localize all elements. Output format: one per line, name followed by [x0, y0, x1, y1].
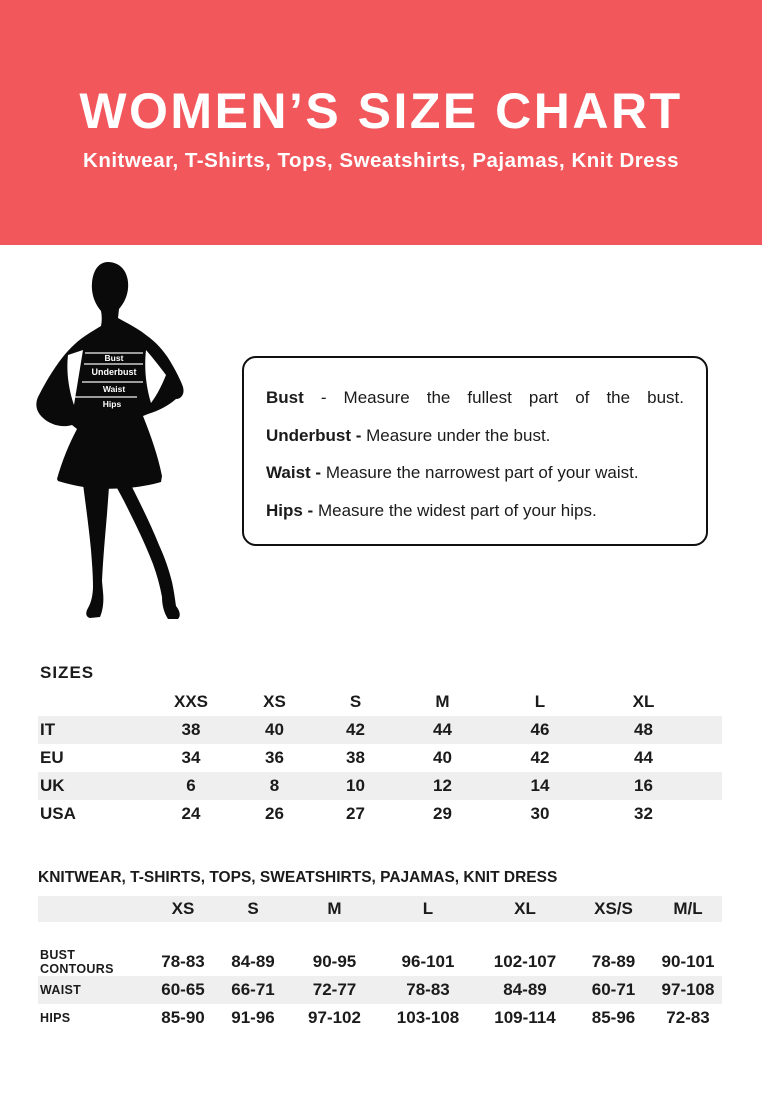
size-value: 42 — [530, 748, 550, 767]
range-value: 84-89 — [503, 980, 547, 999]
size-column-header: XS/S — [594, 899, 633, 918]
size-value: 26 — [265, 804, 284, 823]
size-value: 6 — [186, 776, 196, 795]
size-value: 36 — [265, 748, 284, 767]
sizes-table — [38, 688, 722, 828]
table-row — [38, 976, 722, 1004]
size-value: 30 — [530, 804, 550, 823]
measurement-label: HIPS — [40, 1011, 71, 1025]
range-value: 78-83 — [161, 952, 205, 971]
size-value: 14 — [530, 776, 550, 795]
guide-term: Waist - — [266, 463, 322, 482]
size-value: 44 — [634, 748, 653, 767]
range-value: 97-108 — [661, 980, 715, 999]
range-value: 60-71 — [591, 980, 636, 999]
table-row — [38, 716, 722, 744]
page-subtitle: Knitwear, T-Shirts, Tops, Sweatshirts, Pajamas, Knit Dress — [83, 149, 679, 172]
table-row — [38, 800, 722, 828]
guide-text: Measure under the bust. — [361, 425, 551, 445]
range-value: 109-114 — [494, 1008, 556, 1027]
garment-table — [38, 896, 722, 1032]
range-value: 90-101 — [661, 952, 715, 971]
range-value: 72-77 — [312, 980, 357, 999]
region-label: UK — [40, 776, 65, 795]
sizes-header-row — [38, 688, 722, 716]
size-value: 34 — [181, 748, 201, 767]
waist-label: Waist — [102, 384, 126, 394]
size-value: 29 — [433, 804, 452, 823]
underbust-label: Underbust — [91, 367, 137, 377]
page-title: WOMEN’S SIZE CHART — [79, 83, 683, 139]
table-row — [38, 772, 722, 800]
size-value: 46 — [530, 720, 550, 739]
guide-text: Measure the narrowest part of your waist. — [321, 463, 639, 482]
size-value: 10 — [346, 776, 365, 795]
corner-cell — [38, 688, 148, 716]
spacer-cell — [38, 922, 722, 948]
size-column-header: S — [349, 692, 362, 711]
size-value: 44 — [433, 720, 452, 739]
hips-label: Hips — [102, 399, 122, 409]
measurement-label: BUST CONTOURS — [40, 948, 114, 976]
size-column-header: XL — [632, 692, 655, 711]
range-value: 85-90 — [161, 1008, 205, 1027]
sizes-section-title: SIZES — [40, 663, 95, 682]
size-value: 27 — [346, 804, 365, 823]
region-label: EU — [40, 748, 64, 767]
size-column-header: M — [435, 692, 450, 711]
range-value: 97-102 — [308, 1008, 361, 1027]
woman-silhouette — [30, 255, 230, 645]
corner-cell — [38, 896, 150, 922]
size-value: 40 — [433, 748, 452, 767]
guide-text: Measure the widest part of your hips. — [313, 500, 597, 520]
guide-term: Hips - — [266, 500, 314, 520]
guide-line-waist — [266, 462, 684, 483]
size-column-header: M/L — [673, 899, 703, 918]
size-value: 38 — [346, 748, 365, 767]
table-row — [38, 1004, 722, 1032]
guide-term: Underbust - — [266, 425, 362, 445]
range-value: 103-108 — [396, 1008, 460, 1027]
range-value: 78-83 — [406, 980, 450, 999]
range-value: 91-96 — [231, 1008, 275, 1027]
size-value: 40 — [265, 720, 284, 739]
size-value: 8 — [269, 776, 280, 795]
size-value: 24 — [181, 804, 201, 823]
range-value: 78-89 — [591, 952, 636, 971]
range-value: 84-89 — [231, 952, 275, 971]
size-column-header: XS — [171, 899, 195, 918]
range-value: 96-101 — [401, 952, 455, 971]
hero-banner — [0, 0, 762, 245]
guide-term: Bust — [266, 388, 304, 407]
size-value: 42 — [346, 720, 365, 739]
size-column-header: S — [247, 899, 259, 918]
spacer-row — [38, 922, 722, 948]
size-column-header: XS — [263, 692, 286, 711]
range-value: 102-107 — [493, 952, 557, 971]
size-column-header: XL — [514, 899, 536, 918]
guide-line-bust — [266, 387, 684, 408]
region-label: IT — [40, 720, 56, 739]
size-column-header: L — [422, 899, 434, 918]
range-value: 66-71 — [231, 980, 275, 999]
range-value: 85-96 — [591, 1008, 636, 1027]
range-value: 60-65 — [161, 980, 205, 999]
size-value: 38 — [181, 720, 201, 739]
bust-label: Bust — [104, 353, 124, 363]
guide-line-hips — [266, 500, 684, 521]
measurement-label: WAIST — [40, 983, 82, 997]
garment-header-row — [38, 896, 722, 922]
range-value: 90-95 — [312, 952, 357, 971]
size-value: 32 — [634, 804, 653, 823]
table-row — [38, 948, 722, 976]
garment-section-title: KNITWEAR, T-SHIRTS, TOPS, SWEATSHIRTS, PAJAMAS, KNIT DRESS — [38, 869, 558, 886]
size-column-header: XXS — [173, 692, 209, 711]
size-column-header: M — [327, 899, 342, 918]
guide-text: - Measure the fullest part of the bust. — [303, 388, 684, 407]
size-value: 48 — [634, 720, 653, 739]
size-value: 16 — [634, 776, 653, 795]
guide-line-underbust — [266, 425, 684, 446]
size-value: 12 — [433, 776, 452, 795]
table-row — [38, 744, 722, 772]
size-column-header: L — [534, 692, 546, 711]
measurement-guide-box — [242, 356, 708, 546]
region-label: USA — [40, 804, 76, 823]
range-value: 72-83 — [666, 1008, 710, 1027]
figure-wrap — [30, 255, 230, 645]
